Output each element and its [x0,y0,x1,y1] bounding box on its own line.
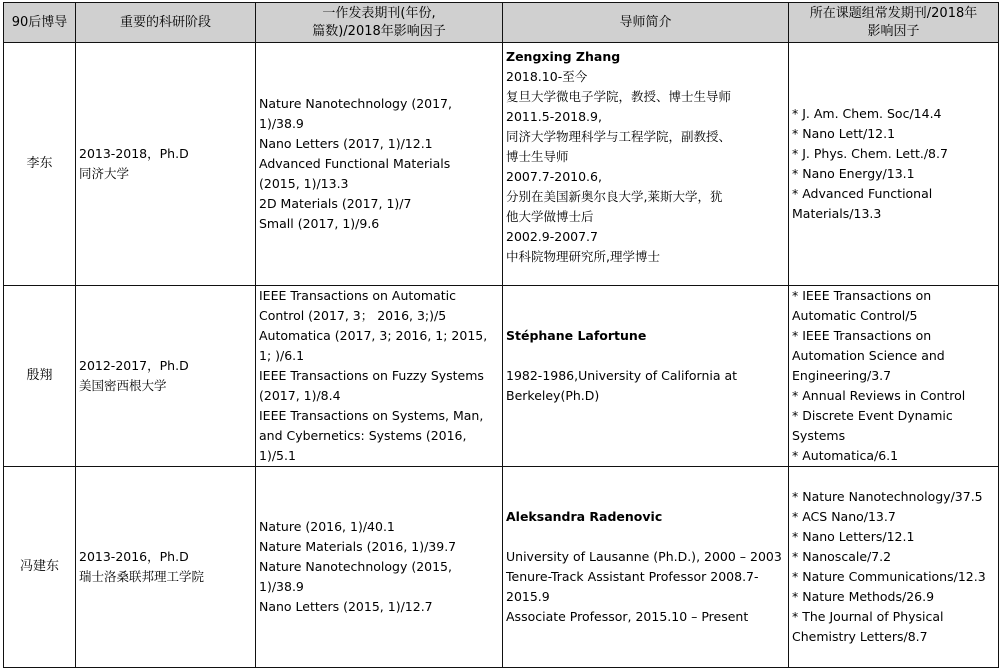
pub-line: Nature Nanotechnology (2015, [259,559,452,574]
journal-line: Automation Science and [792,348,945,363]
header-journals-line-2: 影响因子 [867,23,920,39]
stage-line: 2013-2016，Ph.D [79,549,189,564]
stage-line: 瑞士洛桑联邦理工学院 [79,569,205,584]
pub-line: (2015, 1)/13.3 [259,176,349,191]
cell-advisor [503,467,789,668]
advisor-line: 1982-1986,University of California at [506,368,738,383]
advisor-name: Zengxing Zhang [506,49,621,64]
cell-stage [76,286,256,467]
cell-name: 冯建东 [4,467,76,668]
pub-line: IEEE Transactions on Systems, Man, [259,408,484,423]
pub-line: Nature (2016, 1)/40.1 [259,519,395,534]
header-pubs-line-1: 一作发表期刊(年份, [322,5,436,21]
journal-line: * Nano Energy/13.1 [792,166,915,181]
journal-line: * J. Am. Chem. Soc/14.4 [792,106,942,121]
journal-line: * Advanced Functional [792,186,933,201]
journal-line: * Annual Reviews in Control [792,388,966,403]
pub-line: IEEE Transactions on Fuzzy Systems [259,368,484,383]
table-row [4,467,999,668]
spacer [506,527,785,547]
header-cell-pubs [256,3,503,43]
advisor-line: 分别在美国新奥尔良大学,莱斯大学，犹 [506,189,723,204]
cell-advisor [503,286,789,467]
header-cell-name: 90后博导 [4,3,76,43]
advisor-line: University of Lausanne (Ph.D.), 2000 – 2003 [506,549,782,564]
advisor-name: Stéphane Lafortune [506,328,647,343]
pub-line: 1)/5.1 [259,448,296,463]
journal-line: * Discrete Event Dynamic [792,408,953,423]
advisor-line: 他大学做博士后 [506,209,594,224]
pub-line: and Cybernetics: Systems (2016, [259,428,467,443]
pub-line: Nano Letters (2015, 1)/12.7 [259,599,433,614]
journal-line: * The Journal of Physical [792,609,944,624]
pub-line: Nano Letters (2017, 1)/12.1 [259,136,433,151]
pub-line: (2017, 1)/8.4 [259,388,341,403]
advisor-line: 博士生导师 [506,149,569,164]
journal-line: * IEEE Transactions on [792,288,932,303]
header-journals-line-1: 所在课题组常发期刊/2018年 [809,5,978,21]
advisor-line: 2015.9 [506,589,550,604]
pub-line: IEEE Transactions on Automatic [259,288,456,303]
journal-line: Engineering/3.7 [792,368,892,383]
advisor-line: Berkeley(Ph.D) [506,388,600,403]
stage-line: 2013-2018，Ph.D [79,146,189,161]
journal-line: * IEEE Transactions on [792,328,932,343]
phd-advisor-table [3,2,999,668]
cell-pubs [256,286,503,467]
cell-pubs [256,467,503,668]
pub-line: Nature Nanotechnology (2017, [259,96,452,111]
stage-line: 同济大学 [79,166,130,181]
advisor-line: 同济大学物理科学与工程学院，副教授、 [506,129,732,144]
header-cell-advisor: 导师简介 [503,3,789,43]
advisor-line: 2007.7-2010.6, [506,169,602,184]
advisor-line: 2002.9-2007.7 [506,229,598,244]
table-row [4,43,999,286]
stage-line: 2012-2017，Ph.D [79,358,189,373]
journal-line: * J. Phys. Chem. Lett./8.7 [792,146,948,161]
journal-line: * Automatica/6.1 [792,448,899,463]
cell-name: 殷翔 [4,286,76,467]
cell-name: 李东 [4,43,76,286]
journal-line: * Nature Nanotechnology/37.5 [792,489,983,504]
header-row [4,3,999,43]
advisor-name: Aleksandra Radenovic [506,509,663,524]
pub-line: 2D Materials (2017, 1)/7 [259,196,412,211]
journal-line: Automatic Control/5 [792,308,918,323]
pub-line: 1)/38.9 [259,579,304,594]
header-cell-stage: 重要的科研阶段 [76,3,256,43]
table-row [4,286,999,467]
pub-line: 1)/38.9 [259,116,304,131]
advisor-line: Associate Professor, 2015.10 – Present [506,609,749,624]
pub-line: Small (2017, 1)/9.6 [259,216,380,231]
spacer [506,346,785,366]
pub-line: Control (2017, 3； 2016, 3;)/5 [259,308,447,323]
journal-line: * Nature Communications/12.3 [792,569,986,584]
header-pubs-line-2: 篇数)/2018年影响因子 [312,23,446,39]
cell-stage [76,43,256,286]
journal-line: * Nano Lett/12.1 [792,126,896,141]
pub-line: Automatica (2017, 3; 2016, 1; 2015, [259,328,488,343]
advisor-line: 2011.5-2018.9, [506,109,602,124]
cell-advisor [503,43,789,286]
header-cell-journals [789,3,999,43]
cell-journals [789,467,999,668]
journal-line: * ACS Nano/13.7 [792,509,896,524]
journal-line: * Nano Letters/12.1 [792,529,915,544]
cell-journals [789,286,999,467]
cell-journals [789,43,999,286]
cell-pubs [256,43,503,286]
journal-line: * Nanoscale/7.2 [792,549,892,564]
advisor-line: Tenure-Track Assistant Professor 2008.7- [506,569,759,584]
pub-line: Nature Materials (2016, 1)/39.7 [259,539,457,554]
cell-stage [76,467,256,668]
journal-line: * Nature Methods/26.9 [792,589,935,604]
advisor-line: 2018.10-至今 [506,69,588,84]
advisor-line: 中科院物理研究所,理学博士 [506,249,660,264]
pub-line: Advanced Functional Materials [259,156,451,171]
stage-line: 美国密西根大学 [79,378,167,393]
advisor-line: 复旦大学微电子学院，教授、博士生导师 [506,89,732,104]
journal-line: Systems [792,428,846,443]
journal-line: Chemistry Letters/8.7 [792,629,928,644]
journal-line: Materials/13.3 [792,206,882,221]
pub-line: 1; )/6.1 [259,348,305,363]
